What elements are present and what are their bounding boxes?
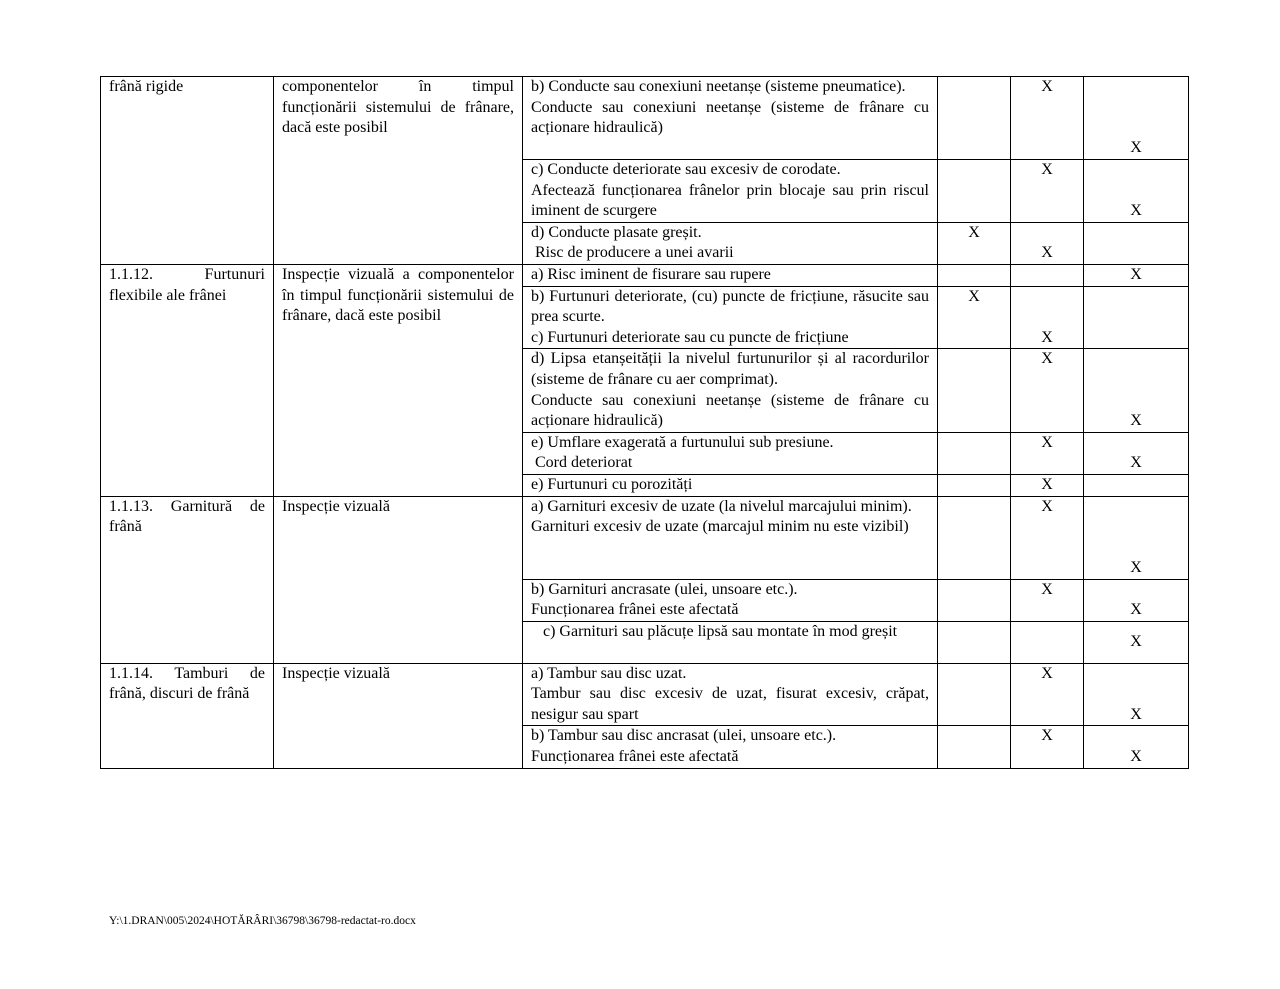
category-text: 1.1.12. Furtunuri flexibile ale frânei (109, 265, 265, 304)
major-mark: X (1041, 244, 1053, 262)
major-mark-cell (1011, 286, 1084, 349)
dangerous-mark-cell (1084, 432, 1189, 474)
major-mark-cell (1011, 663, 1084, 726)
defect-text: c) Conducte deteriorate sau excesiv de corodate. (531, 161, 841, 178)
defect-cell (523, 222, 938, 264)
dangerous-mark: X (1130, 705, 1142, 723)
defect-text: b) Garnituri ancrasate (ulei, unsoare etc.). (531, 580, 798, 598)
defect-text: a) Risc iminent de fisurare sau rupere (531, 265, 771, 283)
defect-cell (523, 264, 938, 286)
defect-text: d) Lipsa etanșeității la nivelul furtunurilor și al racordurilor (sisteme de frânare cu aer comprimat). (531, 350, 929, 388)
minor-mark-cell (938, 474, 1011, 496)
major-mark: X (1041, 475, 1053, 493)
major-mark: X (1041, 78, 1053, 95)
method-text: componentelor în timpul funcționării sistemului de frânare, dacă este posibil (282, 78, 514, 137)
category-cell (101, 77, 274, 265)
dangerous-mark: X (1130, 748, 1142, 766)
defect-text-detail: Conducte sau conexiuni neetanșe (sisteme de frânare cu acționare hidraulică) (531, 391, 929, 430)
dangerous-mark-cell (1084, 264, 1189, 286)
method-cell (274, 496, 523, 663)
dangerous-mark: X (1130, 202, 1142, 220)
minor-mark-cell (938, 222, 1011, 264)
major-mark-cell (1011, 77, 1084, 160)
dangerous-mark-cell (1084, 496, 1189, 579)
dangerous-mark-cell (1084, 349, 1189, 432)
category-text: 1.1.13. Garnitură de frână (109, 497, 265, 536)
defect-text: e) Umflare exagerată a furtunului sub presiune. (531, 433, 834, 451)
minor-mark-cell (938, 496, 1011, 579)
defect-text: a) Tambur sau disc uzat. (531, 664, 687, 682)
method-cell (274, 264, 523, 496)
defect-cell (523, 474, 938, 496)
minor-mark-cell (938, 349, 1011, 432)
dangerous-mark-cell (1084, 663, 1189, 726)
major-mark-cell (1011, 349, 1084, 432)
defect-cell (523, 286, 938, 349)
dangerous-mark: X (1130, 139, 1142, 157)
category-text: frână rigide (109, 78, 184, 95)
major-mark: X (1041, 350, 1053, 368)
minor-mark-cell (938, 77, 1011, 160)
defect-cell (523, 160, 938, 223)
dangerous-mark: X (1130, 632, 1142, 650)
defect-text-detail: Funcționarea frânei este afectată (531, 748, 739, 766)
defect-text-detail: Risc de producere a unei avarii (531, 244, 734, 262)
major-mark-cell (1011, 160, 1084, 223)
defect-text: c) Garnituri sau plăcuțe lipsă sau montate în mod greșit (531, 622, 898, 640)
inspection-table (100, 76, 1189, 769)
dangerous-mark: X (1130, 454, 1142, 472)
dangerous-mark: X (1130, 558, 1142, 576)
major-mark-cell (1011, 474, 1084, 496)
dangerous-mark: X (1130, 412, 1142, 430)
table-row (101, 264, 1189, 286)
minor-mark-cell (938, 432, 1011, 474)
table-row (101, 496, 1189, 579)
dangerous-mark-cell (1084, 579, 1189, 621)
major-mark-cell (1011, 621, 1084, 663)
minor-mark-cell (938, 264, 1011, 286)
dangerous-mark: X (1130, 601, 1142, 619)
minor-mark-cell (938, 726, 1011, 768)
category-cell (101, 663, 274, 768)
category-text: 1.1.14. Tamburi de frână, discuri de frână (109, 664, 265, 703)
defect-text: b) Tambur sau disc ancrasat (ulei, unsoare etc.). (531, 727, 837, 745)
defect-text: a) Garnituri excesiv de uzate (la nivelul marcajului minim). (531, 497, 912, 515)
defect-text-detail: c) Furtunuri deteriorate sau cu puncte de fricțiune (531, 328, 849, 346)
defect-cell (523, 77, 938, 160)
defect-cell (523, 496, 938, 579)
dangerous-mark: X (1130, 265, 1142, 283)
defect-text-detail: Garnituri excesiv de uzate (marcajul minim nu este vizibil) (531, 518, 909, 536)
category-cell (101, 264, 274, 496)
minor-mark-cell (938, 160, 1011, 223)
defect-cell (523, 349, 938, 432)
major-mark: X (1041, 161, 1053, 178)
table-row (101, 77, 1189, 160)
minor-mark: X (968, 287, 980, 305)
dangerous-mark-cell (1084, 77, 1189, 160)
major-mark: X (1041, 580, 1053, 598)
category-cell (101, 496, 274, 663)
dangerous-mark-cell (1084, 621, 1189, 663)
defect-text-detail: Tambur sau disc excesiv de uzat, fisurat excesiv, crăpat, nesigur sau spart (531, 685, 929, 723)
defect-cell (523, 432, 938, 474)
defect-text-detail: Conducte sau conexiuni neetanșe (sisteme de frânare cu acționare hidraulică) (531, 98, 929, 137)
dangerous-mark-cell (1084, 474, 1189, 496)
major-mark: X (1041, 727, 1053, 745)
method-text: Inspecție vizuală a componentelor în timpul funcționării sistemului de frânare, dacă este posibil (282, 265, 514, 325)
major-mark-cell (1011, 579, 1084, 621)
defect-text-detail: Afectează funcționarea frânelor prin blocaje sau prin riscul iminent de scurgere (531, 181, 929, 220)
defect-text-detail: Funcționarea frânei este afectată (531, 601, 739, 619)
method-cell (274, 77, 523, 265)
dangerous-mark-cell (1084, 222, 1189, 264)
minor-mark-cell (938, 286, 1011, 349)
defect-cell (523, 726, 938, 768)
defect-cell (523, 579, 938, 621)
defect-cell (523, 663, 938, 726)
defect-text: d) Conducte plasate greșit. (531, 223, 702, 241)
dangerous-mark-cell (1084, 286, 1189, 349)
major-mark-cell (1011, 726, 1084, 768)
minor-mark: X (968, 223, 980, 241)
defect-text-detail: Cord deteriorat (531, 454, 633, 472)
method-text: Inspecție vizuală (282, 664, 390, 682)
major-mark-cell (1011, 432, 1084, 474)
major-mark: X (1041, 497, 1053, 515)
dangerous-mark-cell (1084, 160, 1189, 223)
defect-text: e) Furtunuri cu porozități (531, 475, 693, 493)
defect-text: b) Furtunuri deteriorate, (cu) puncte de fricțiune, răsucite sau prea scurte. (531, 287, 929, 326)
method-text: Inspecție vizuală (282, 497, 390, 515)
major-mark: X (1041, 664, 1053, 682)
minor-mark-cell (938, 579, 1011, 621)
minor-mark-cell (938, 621, 1011, 663)
major-mark-cell (1011, 264, 1084, 286)
minor-mark-cell (938, 663, 1011, 726)
major-mark-cell (1011, 496, 1084, 579)
dangerous-mark-cell (1084, 726, 1189, 768)
defect-cell (523, 621, 938, 663)
method-cell (274, 663, 523, 768)
document-file-path: Y:\1.DRAN\005\2024\HOTĂRÂRI\36798\36798-redactat-ro.docx (109, 915, 416, 927)
major-mark: X (1041, 433, 1053, 451)
table-row (101, 663, 1189, 726)
major-mark-cell (1011, 222, 1084, 264)
defect-text: b) Conducte sau conexiuni neetanșe (sisteme pneumatice). (531, 78, 906, 95)
major-mark: X (1041, 328, 1053, 346)
